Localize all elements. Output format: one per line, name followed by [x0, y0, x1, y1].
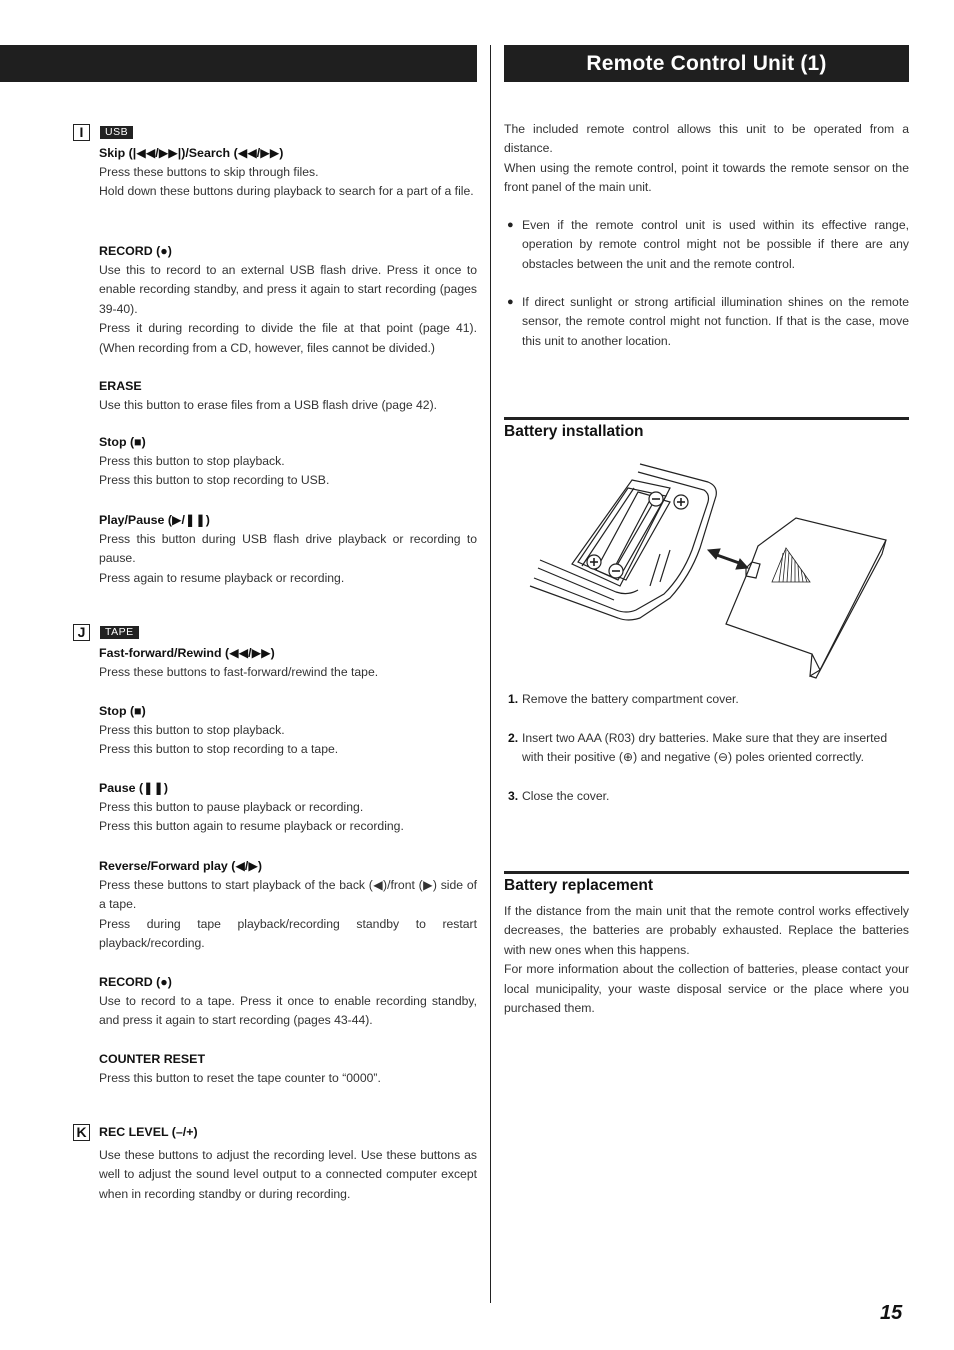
item-record-tape [99, 973, 477, 1031]
item-text: Press this button to stop recording to USB. [99, 473, 330, 488]
step-number: 3. [508, 789, 519, 803]
intro-text [504, 120, 909, 198]
item-text: Press this button to reset the tape counter to “0000”. [99, 1071, 381, 1085]
item-title: RECORD (●) [99, 244, 172, 258]
item-title: Skip (|◀◀/▶▶|)/Search (◀◀/▶▶) [99, 146, 284, 160]
item-text: Press this button to stop playback. [99, 723, 285, 737]
bullet-dot-icon: ● [507, 296, 514, 308]
section-marker-k: K [73, 1124, 90, 1141]
bullet-dot-icon: ● [507, 219, 514, 231]
section-marker-i: I [73, 124, 90, 141]
section-rule [504, 871, 909, 874]
left-header-bar [0, 45, 477, 82]
item-title: ERASE [99, 379, 142, 393]
item-stop-usb [99, 433, 477, 491]
item-pause-tape [99, 779, 477, 837]
usb-tag: USB [100, 126, 133, 139]
item-text: Press this button to stop playback. [99, 454, 285, 468]
step-number: 1. [508, 692, 519, 706]
install-step-2 [508, 729, 909, 768]
right-header-bar [504, 45, 909, 82]
install-step-3 [508, 787, 909, 806]
battery-installation-illustration [520, 458, 890, 680]
step-number: 2. [508, 731, 519, 745]
item-title: Play/Pause (▶/❚❚) [99, 513, 210, 527]
page-number: 15 [880, 1302, 903, 1324]
replacement-paragraph: If the distance from the main unit that the remote control works effectively decreases, the batteries are probably exhausted. Replace the batteries with new ones when this happens. [504, 904, 909, 957]
item-title: Fast-forward/Rewind (◀◀/▶▶) [99, 646, 275, 660]
item-title: Stop (■) [99, 704, 146, 718]
item-text: Press during tape playback/recording standby to restart playback/recording. [99, 916, 477, 951]
item-title: RECORD (●) [99, 975, 172, 989]
column-divider [490, 45, 491, 1303]
item-text: Hold down these buttons during playback to search for a part of a file. [99, 184, 474, 199]
item-title: COUNTER RESET [99, 1052, 206, 1066]
bullet-note-1 [504, 216, 909, 274]
battery-replacement-text [504, 902, 909, 1018]
item-title: Pause (❚❚) [99, 781, 168, 795]
item-text: Press these buttons to skip through files. [99, 165, 319, 179]
item-play-pause [99, 511, 477, 588]
item-stop-tape [99, 702, 477, 760]
item-record-usb [99, 242, 477, 358]
item-text: Use this to record to an external USB flash drive. Press it once to enable recording standby, and press it again to start recording (pages 39-40). [99, 263, 477, 316]
item-ff-rewind [99, 644, 477, 682]
item-title: Reverse/Forward play (◀/▶) [99, 859, 262, 873]
item-text: Press it during recording to divide the file at that point (page 41). (When recording from a CD, however, files cannot be divided.) [99, 321, 477, 355]
item-counter-reset [99, 1050, 477, 1088]
item-text: Press this button to stop recording to a tape. [99, 742, 339, 757]
bullet-text: Even if the remote control unit is used within its effective range, operation by remote control might not be possible if there are any obstacles between the unit and the remote control. [522, 218, 909, 271]
item-skip-search [99, 144, 477, 202]
item-title: REC LEVEL (–/+) [99, 1125, 198, 1139]
tape-tag: TAPE [100, 626, 139, 639]
item-text: Press again to resume playback or recording. [99, 570, 345, 585]
intro-paragraph: When using the remote control, point it towards the remote sensor on the front panel of the main unit. [504, 160, 909, 195]
item-reverse-forward [99, 857, 477, 954]
intro-paragraph: The included remote control allows this unit to be operated from a distance. [504, 122, 909, 156]
step-text: Insert two AAA (R03) dry batteries. Make sure that they are inserted with their positive (⊕) and negative (⊖) poles oriented correctly. [522, 731, 888, 765]
section-rule [504, 417, 909, 420]
install-step-1 [508, 690, 909, 709]
battery-installation-heading: Battery installation [504, 423, 644, 440]
item-text: Use to record to a tape. Press it once to enable recording standby, and press it again to start recording (pages 43-44). [99, 994, 477, 1028]
item-text: Use this button to erase files from a USB flash drive (page 42). [99, 398, 438, 412]
item-erase [99, 377, 477, 415]
replacement-paragraph: For more information about the collection of batteries, please contact your local municipality, your waste disposal service or the place where you purchased them. [504, 962, 909, 1016]
item-text: Press these buttons to fast-forward/rewind the tape. [99, 665, 379, 679]
bullet-note-2 [504, 293, 909, 351]
step-text: Close the cover. [522, 789, 610, 803]
item-rec-level [99, 1123, 477, 1204]
item-text: Press this button again to resume playback or recording. [99, 819, 404, 834]
item-text: Press this button during USB flash drive playback or recording to pause. [99, 532, 477, 566]
item-text: Press these buttons to start playback of the back (◀)/front (▶) side of a tape. [99, 878, 477, 912]
step-text: Remove the battery compartment cover. [522, 692, 739, 706]
item-text: Press this button to pause playback or recording. [99, 800, 364, 814]
page-title: Remote Control Unit (1) [586, 51, 827, 75]
battery-replacement-heading: Battery replacement [504, 877, 654, 894]
bullet-text: If direct sunlight or strong artificial illumination shines on the remote sensor, the remote control might not function. If that is the case, move this unit to another location. [522, 295, 909, 348]
item-text: Use these buttons to adjust the recording level. Use these buttons as well to adjust the sound level output to a connected computer except when in recording standby or during recording. [99, 1148, 477, 1201]
section-marker-j: J [73, 624, 90, 641]
item-title: Stop (■) [99, 435, 146, 449]
